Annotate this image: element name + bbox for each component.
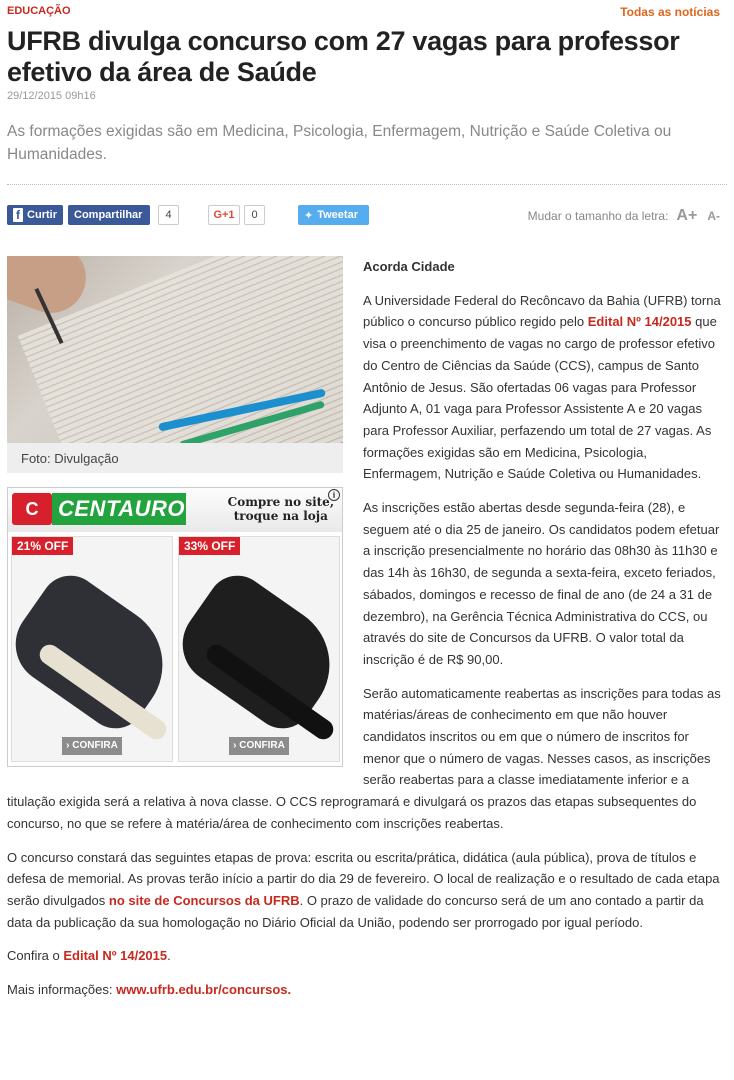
edital-link-2[interactable]: Edital Nº 14/2015 — [63, 948, 168, 964]
font-size-label: Mudar o tamanho da letra: — [527, 209, 669, 223]
ad-product-1[interactable] — [11, 536, 173, 762]
paragraph-text: que visa o preenchimento de vagas no cargo de professor efetivo do Centro de Ciências da Saúde (CCS), campus de Santo Antônio de Jesus. São ofertadas 06 vagas para Professor Adjunto A, 01 vaga para Professor Assistente A e 20 vagas para Professor Auxiliar, perfazendo um total de 27 vagas. As formações exigidas são em Medicina, Psicologia, Enfermagem, Nutrição e Saúde Coletiva ou Humanidades. — [363, 314, 717, 482]
facebook-icon: f — [13, 208, 23, 222]
confira-label: CONFIRA — [239, 740, 285, 751]
concursos-site-link[interactable]: no site de Concursos da UFRB — [108, 892, 300, 908]
paragraph-text: O concurso constará das seguintes etapas de prova: escrita ou escrita/prática, didática (aula pública), prova de títulos e defesa de memorial. As provas terão início a partir do dia 29 de fevereiro. O local de realização e o resultado de cada etapa serão divulgados — [7, 849, 720, 908]
article-photo — [7, 256, 343, 443]
font-increase-button[interactable]: A+ — [676, 207, 698, 224]
ufrb-concursos-link[interactable]: www.ufrb.edu.br/concursos. — [116, 982, 292, 998]
all-news-link[interactable]: Todas as notícias — [620, 5, 720, 19]
paragraph-text: Confira o — [7, 948, 64, 964]
ad-info-icon[interactable]: i — [328, 489, 340, 501]
paragraph-6 — [7, 979, 727, 1001]
discount-badge: 21% OFF — [12, 537, 73, 555]
centauro-ad[interactable] — [7, 487, 343, 767]
discount-badge: 33% OFF — [179, 537, 240, 555]
paragraph-text: . O prazo de validade do concurso será de um ano contado a partir da data da publicação da sua homologação no Diário Oficial da União, podendo ser prorrogado por igual período. — [7, 892, 704, 930]
paragraph-3: Serão automaticamente reabertas as inscrições para todas as matérias/áreas de conhecimento em que não houver candidatos inscritos ou em que o número de inscritos for menor que o número de vagas. Nesses casos, as inscrições serão reabertas para a classe imediatamente inferior e a titulação exigida será a relativa à nova classe. O CCS reprogramará e divulgará os prazos das etapas subsequentes do concurso, no que se refere à matéria/área de conhecimento com inscrições reabertas. — [7, 685, 721, 831]
paragraph-text: Mais informações: — [7, 982, 117, 998]
ad-slogan-line1: Compre no site, — [227, 495, 334, 509]
google-plus-button[interactable]: G+1 — [208, 205, 240, 225]
paragraph-text: . — [167, 948, 171, 964]
paragraph-2: As inscrições estão abertas desde segunda-feira (28), e seguem até o dia 25 de janeiro. Os candidatos podem efetuar a inscrição presencialmente no horário das 08h30 às 11h30 e das 14h às 16h30, de segunda a sexta-feira, exceto feriados, sábados, domingos e recesso de final de ano (de 24 a 31 de dezembro), na Gerência Técnica Administrativa do CCS, ou através do site de Concursos da UFRB. O valor total da inscrição é de R$ 90,00. — [363, 500, 720, 667]
article-lead: As formações exigidas são em Medicina, Psicologia, Enfermagem, Nutrição e Saúde Coletiva ou Humanidades. — [7, 123, 672, 163]
font-size-control — [528, 207, 720, 225]
google-plus-count: 0 — [244, 205, 265, 225]
facebook-like-button[interactable] — [7, 205, 63, 225]
photo-caption: Foto: Divulgação — [7, 443, 343, 473]
twitter-bird-icon: ✦ — [304, 209, 314, 222]
facebook-share-button[interactable]: Compartilhar — [68, 205, 150, 225]
confira-button[interactable]: › CONFIRA — [62, 737, 122, 755]
paragraph-5 — [7, 945, 727, 967]
tweet-label: Tweetar — [317, 209, 358, 221]
centauro-logo-icon: C — [12, 493, 52, 525]
confira-button[interactable]: › CONFIRA — [229, 737, 289, 755]
ad-product-2[interactable] — [178, 536, 340, 762]
share-bar — [7, 185, 727, 245]
paragraph-text: A Universidade Federal do Recôncavo da Bahia (UFRB) torna público o concurso público regido pelo — [363, 292, 721, 330]
font-decrease-button[interactable]: A- — [707, 209, 720, 223]
edital-link[interactable]: Edital Nº 14/2015 — [587, 314, 692, 330]
paragraph-4 — [7, 847, 727, 934]
top-line — [7, 0, 727, 18]
article-source: Acorda Cidade — [363, 259, 455, 274]
publish-date: 29/12/2015 09h16 — [7, 90, 96, 102]
facebook-like-label: Curtir — [27, 209, 57, 221]
confira-label: CONFIRA — [72, 740, 118, 751]
ad-slogan-line2: troque na loja — [233, 509, 328, 523]
article-title: UFRB divulga concurso com 27 vagas para professor efetivo da área de Saúde — [7, 26, 680, 87]
share-count: 4 — [158, 205, 179, 225]
media-column — [7, 256, 343, 767]
category-label[interactable]: EDUCAÇÃO — [7, 5, 71, 17]
ad-slogan — [228, 495, 334, 523]
ad-header — [8, 488, 342, 532]
ad-brand: CENTAURO — [52, 493, 186, 525]
shoe-image — [18, 577, 168, 727]
tweet-button[interactable] — [298, 205, 369, 225]
shoe-image — [185, 577, 335, 727]
